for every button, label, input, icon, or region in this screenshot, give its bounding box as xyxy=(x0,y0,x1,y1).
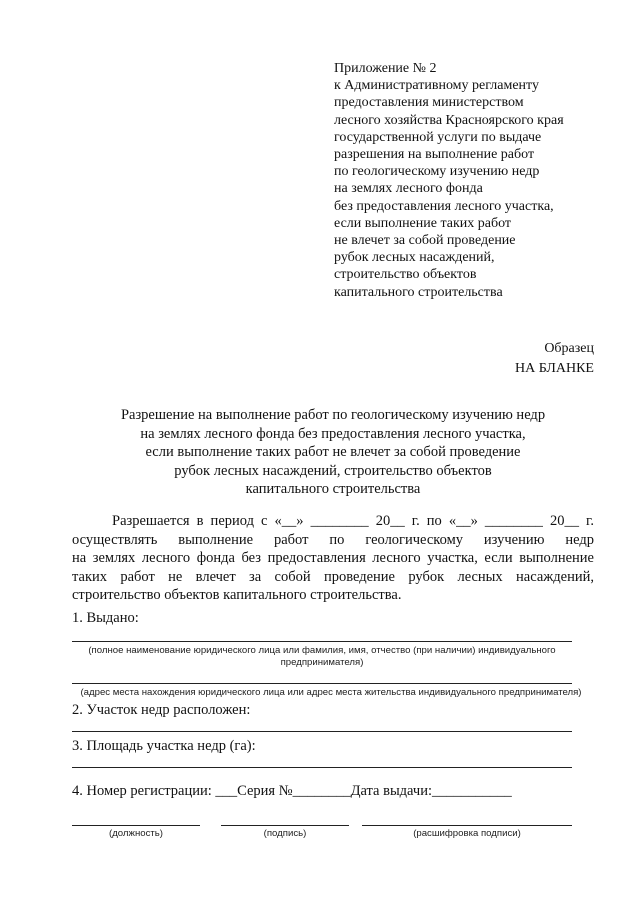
signature-fill-line[interactable] xyxy=(221,825,349,826)
site-fill-line[interactable] xyxy=(72,731,572,732)
appendix-line: строительство объектов xyxy=(334,267,477,283)
appendix-line: без предоставления лесного участка, xyxy=(334,198,554,214)
appendix-line: капитального строительства xyxy=(334,284,503,300)
registration-line: 4. Номер регистрации: ___Серия №________Дата выдачи:___________ xyxy=(72,783,512,799)
document-title xyxy=(60,406,606,499)
permission-line: строительство объектов капитального строительства. xyxy=(72,587,402,603)
position-caption: (должность) xyxy=(109,828,163,839)
permission-line: таких работ не влечет за собой проведение рубок лесных насаждений, xyxy=(72,568,594,585)
decoding-fill-line[interactable] xyxy=(362,825,572,826)
appendix-line: к Административному регламенту xyxy=(334,78,539,94)
site-label: 2. Участок недр расположен: xyxy=(72,702,251,718)
issued-caption-line: (полное наименование юридического лица или фамилия, имя, отчество (при наличии) индивидуального xyxy=(88,645,556,656)
decoding-caption: (расшифровка подписи) xyxy=(413,828,521,839)
permission-line: осуществлять выполнение работ по геологическому изучению недр xyxy=(72,531,594,548)
issued-fill-line[interactable] xyxy=(72,641,572,642)
appendix-line: не влечет за собой проведение xyxy=(334,233,516,249)
permission-paragraph xyxy=(72,512,594,605)
appendix-line: если выполнение таких работ xyxy=(334,215,512,231)
appendix-line: на землях лесного фонда xyxy=(334,181,483,197)
letterhead-label: НА БЛАНКЕ xyxy=(514,361,594,376)
issued-caption-line: предпринимателя) xyxy=(280,657,364,668)
title-line: рубок лесных насаждений, строительство объектов xyxy=(174,462,492,479)
appendix-line: разрешения на выполнение работ xyxy=(334,147,535,163)
sample-label: Образец xyxy=(544,341,594,356)
permission-line: Разрешается в период с «__» ________ 20__ г. по «__» ________ 20__ г. xyxy=(112,513,594,529)
permission-line: на землях лесного фонда без предоставления лесного участка, если выполнение xyxy=(72,550,594,566)
signature-caption: (подпись) xyxy=(263,828,307,839)
area-label: 3. Площадь участка недр (га): xyxy=(72,738,256,754)
appendix-line: рубок лесных насаждений, xyxy=(334,250,495,266)
area-fill-line[interactable] xyxy=(72,767,572,768)
sample-mark xyxy=(515,339,594,379)
address-caption: (адрес места нахождения юридического лица или адрес места жительства индивидуального предпринимателя) xyxy=(80,687,582,698)
appendix-line: лесного хозяйства Красноярского края xyxy=(334,112,564,128)
title-line: если выполнение таких работ не влечет за собой проведение xyxy=(145,444,521,460)
title-line: на землях лесного фонда без предоставления лесного участка, xyxy=(140,425,526,442)
issued-caption xyxy=(72,645,572,669)
position-fill-line[interactable] xyxy=(72,825,200,826)
title-line: капитального строительства xyxy=(245,481,421,497)
appendix-line: Приложение № 2 xyxy=(334,61,437,76)
issued-label: 1. Выдано: xyxy=(72,610,139,626)
appendix-line: предоставления министерством xyxy=(334,95,524,111)
appendix-line: по геологическому изучению недр xyxy=(334,164,540,180)
title-line: Разрешение на выполнение работ по геологическому изучению недр xyxy=(120,407,546,423)
address-fill-line[interactable] xyxy=(72,683,572,684)
appendix-header xyxy=(334,60,614,301)
appendix-line: государственной услуги по выдаче xyxy=(334,129,542,145)
